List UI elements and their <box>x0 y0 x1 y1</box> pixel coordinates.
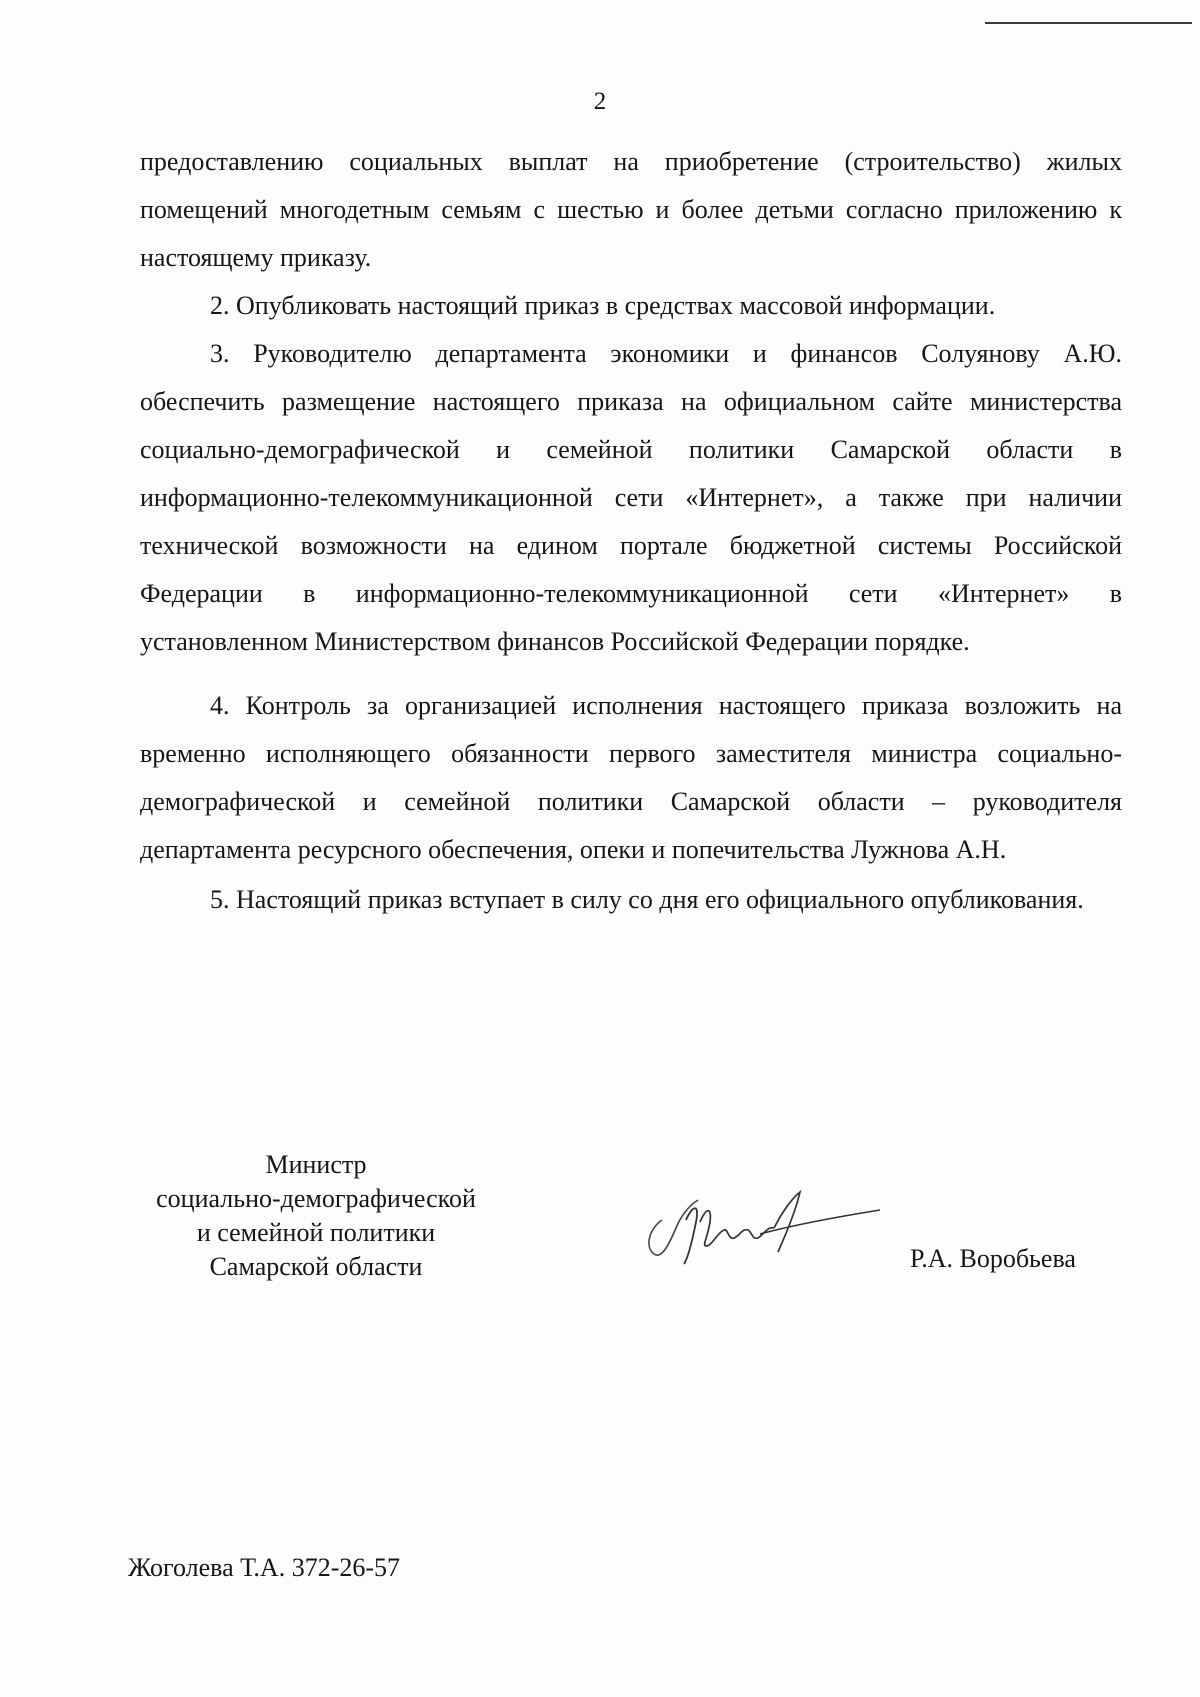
page-number: 2 <box>593 88 607 115</box>
paragraph-item-3: 3. Руководителю департамента экономики и финансов Солуянову А.Ю. обеспечить размещение настоящего приказа на официальном сайте министерства социально-демографической и семейной политики Самарской области в информационно-телекоммуникационной сети «Интернет», а также при наличии технической возможности на едином портале бюджетной системы Российской Федерации в информационно-телекоммуникационной сети «Интернет» в установленном Министерством финансов Российской Федерации порядке. <box>140 339 1122 656</box>
signatory-title-line-2: социально-демографической <box>156 1184 476 1213</box>
signatory-title-line-1: Министр <box>265 1150 367 1179</box>
paragraph-continuation: предоставлению социальных выплат на приобретение (строительство) жилых помещений многодетным семьям с шестью и более детьми согласно приложению к настоящему приказу. <box>140 147 1122 272</box>
document-body <box>140 138 1122 924</box>
paragraph-item-4: 4. Контроль за организацией исполнения настоящего приказа возложить на временно исполняющего обязанности первого заместителя министра социально-демографической и семейной политики Самарской области – руководителя департамента ресурсного обеспечения, опеки и попечительства Лужнова А.Н. <box>140 691 1122 864</box>
signatory-name: Р.А. Воробьева <box>910 1244 1076 1273</box>
paragraph-item-2: 2. Опубликовать настоящий приказ в средствах массовой информации. <box>210 291 996 320</box>
handwritten-signature-icon <box>640 1180 890 1270</box>
signatory-title-line-3: и семейной политики <box>196 1218 436 1247</box>
top-corner-rule <box>985 22 1192 24</box>
executor-contact: Жоголева Т.А. 372-26-57 <box>128 1553 401 1582</box>
signatory-title <box>120 1148 512 1284</box>
signatory-title-line-4: Самарской области <box>209 1252 423 1281</box>
paragraph-item-5: 5. Настоящий приказ вступает в силу со дня его официального опубликования. <box>210 885 1084 914</box>
